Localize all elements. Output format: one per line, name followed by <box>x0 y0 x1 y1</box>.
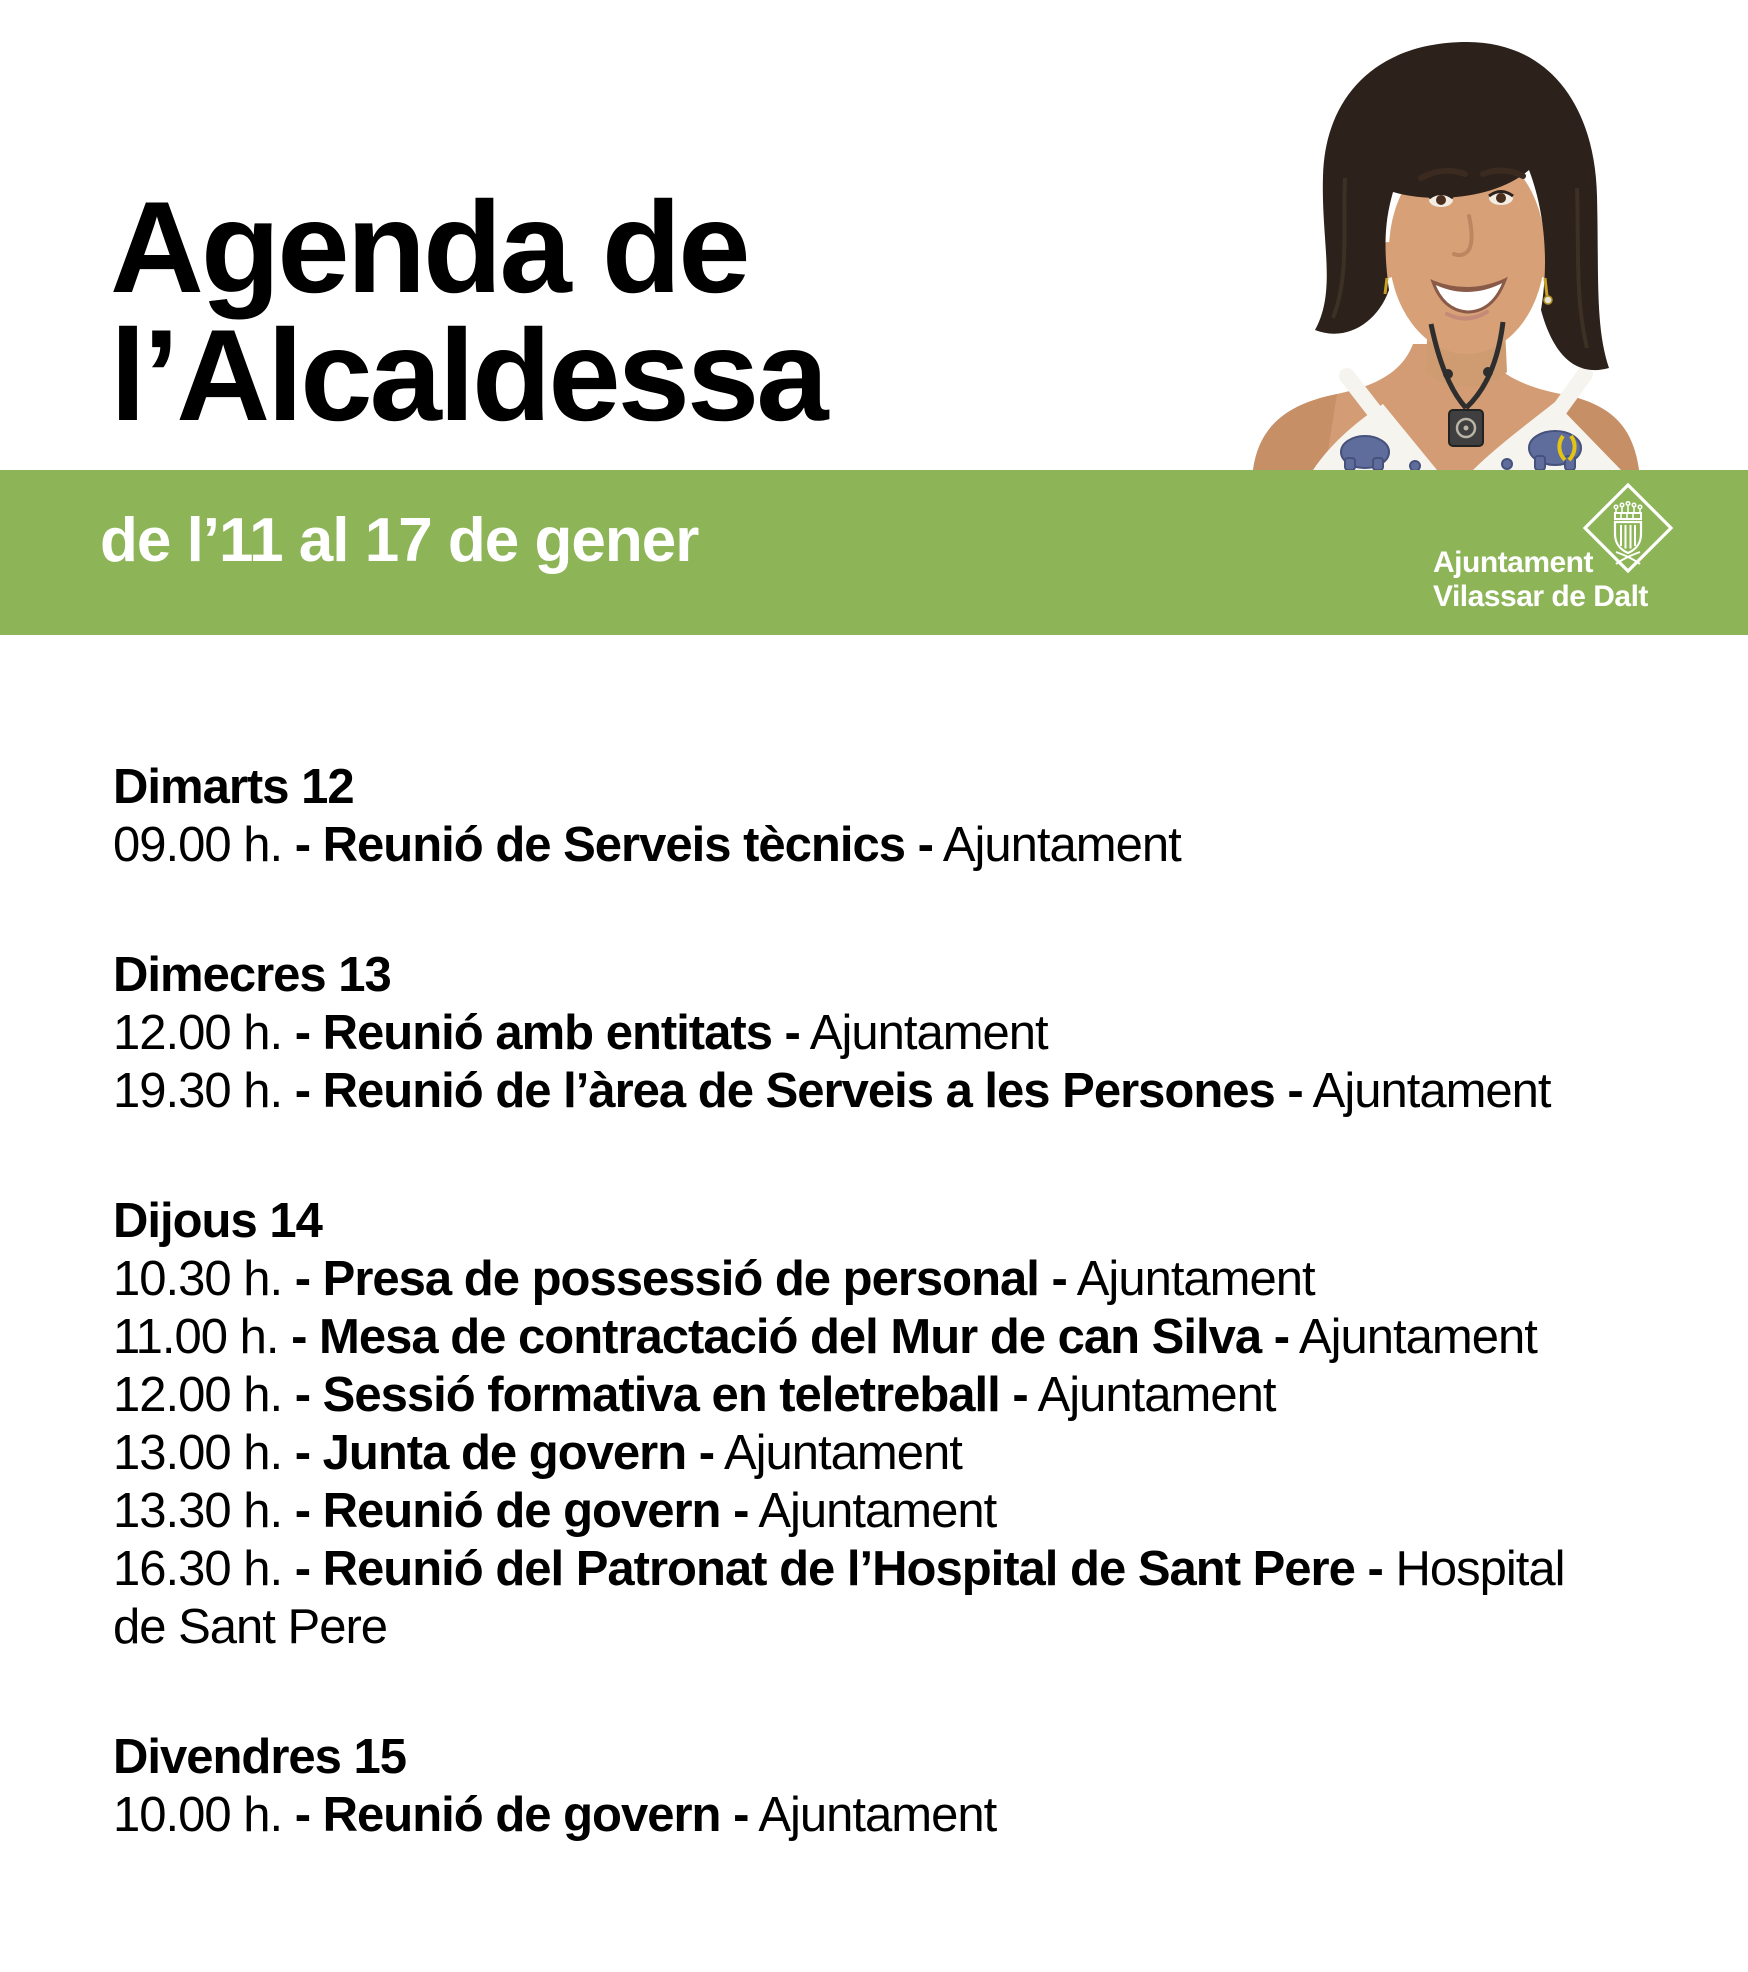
event-line <box>113 1366 1593 1424</box>
event-location: Hospital de Sant Pere <box>113 1542 1565 1654</box>
event-line <box>113 816 1593 874</box>
schedule <box>113 758 1593 1844</box>
page-title <box>110 174 826 449</box>
day-heading: Dimecres 13 <box>113 948 391 1002</box>
event-title: - Reunió de govern - <box>294 1788 749 1842</box>
week-label: de l’11 al 17 de gener <box>100 506 699 575</box>
logo-line-2: Vilassar de Dalt <box>1433 580 1648 613</box>
event-time: 16.30 h. <box>113 1542 283 1596</box>
event-line <box>113 1786 1593 1844</box>
day-section <box>113 758 1593 874</box>
event-time: 13.30 h. <box>113 1484 283 1538</box>
mayor-portrait-illustration <box>1225 28 1665 470</box>
event-time: 12.00 h. <box>113 1368 283 1422</box>
event-time: 11.00 h. <box>113 1310 279 1364</box>
day-heading: Divendres 15 <box>113 1730 407 1784</box>
event-location: Ajuntament <box>1076 1252 1315 1306</box>
event-time: 10.00 h. <box>113 1788 283 1842</box>
event-line <box>113 1482 1593 1540</box>
event-time: 19.30 h. <box>113 1064 283 1118</box>
event-location: Ajuntament <box>1312 1064 1551 1118</box>
event-line <box>113 1250 1593 1308</box>
event-title: - Junta de govern - <box>294 1426 715 1480</box>
title-line-2: l’Alcaldessa <box>110 302 826 449</box>
logo-line-1: Ajuntament <box>1433 546 1593 579</box>
event-location: Ajuntament <box>723 1426 962 1480</box>
event-time: 12.00 h. <box>113 1006 283 1060</box>
event-line <box>113 1308 1593 1366</box>
day-heading: Dijous 14 <box>113 1194 322 1248</box>
event-title: - Reunió del Patronat de l’Hospital de Sant Pere - <box>294 1542 1383 1596</box>
title-line-1: Agenda de <box>110 174 748 321</box>
event-line <box>113 1424 1593 1482</box>
event-title: - Reunió de Serveis tècnics - <box>294 818 933 872</box>
event-time: 10.30 h. <box>113 1252 283 1306</box>
event-title: - Presa de possessió de personal - <box>294 1252 1067 1306</box>
event-location: Ajuntament <box>809 1006 1048 1060</box>
event-location: Ajuntament <box>1298 1310 1537 1364</box>
day-section <box>113 1192 1593 1656</box>
day-heading: Dimarts 12 <box>113 760 354 814</box>
event-title: - Mesa de contractació del Mur de can Silva - <box>291 1310 1290 1364</box>
event-line <box>113 1540 1593 1656</box>
event-line <box>113 1062 1593 1120</box>
event-location: Ajuntament <box>758 1788 997 1842</box>
week-banner <box>0 470 1748 635</box>
day-section <box>113 1728 1593 1844</box>
event-line <box>113 1004 1593 1062</box>
event-title: - Reunió de l’àrea de Serveis a les Persones - <box>294 1064 1303 1118</box>
event-title: - Reunió amb entitats - <box>294 1006 800 1060</box>
event-location: Ajuntament <box>1037 1368 1276 1422</box>
event-location: Ajuntament <box>758 1484 997 1538</box>
event-time: 09.00 h. <box>113 818 283 872</box>
event-title: - Sessió formativa en teletreball - <box>294 1368 1028 1422</box>
municipal-crest-icon <box>1582 482 1674 574</box>
mayor-portrait-photo <box>1225 28 1665 470</box>
event-location: Ajuntament <box>942 818 1181 872</box>
event-time: 13.00 h. <box>113 1426 283 1480</box>
day-section <box>113 946 1593 1120</box>
event-title: - Reunió de govern - <box>294 1484 749 1538</box>
